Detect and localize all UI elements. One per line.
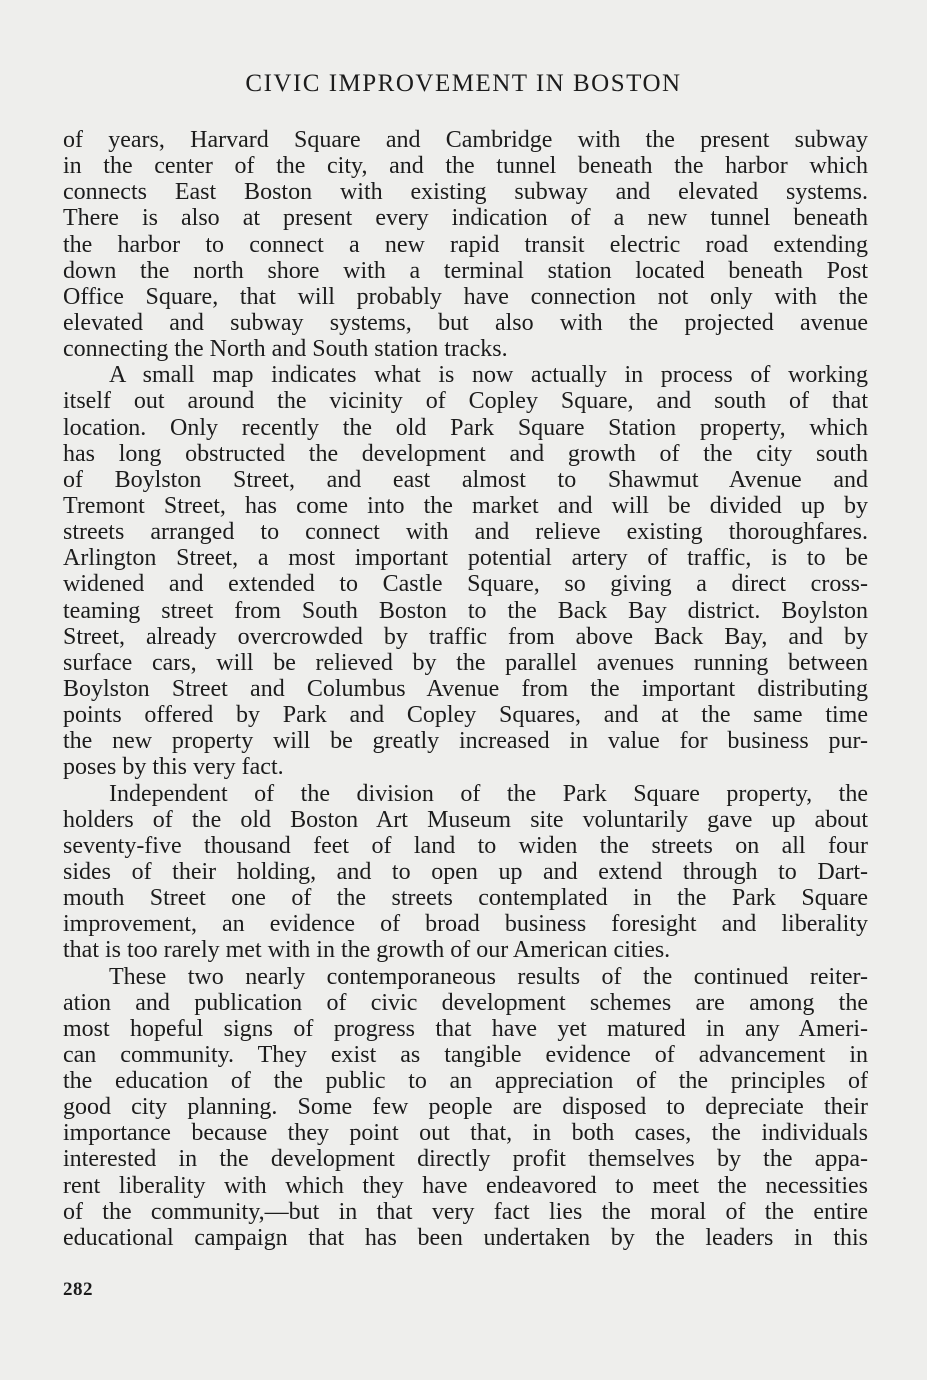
text-line: good city planning. Some few people are disposed to depreciate their [63, 1094, 868, 1121]
text-line: surface cars, will be relieved by the parallel avenues running between [63, 649, 868, 676]
text-line: location. Only recently the old Park Square Station property, which [63, 414, 868, 441]
text-line: points offered by Park and Copley Squares, and at the same time [63, 702, 868, 729]
text-line: in the center of the city, and the tunnel beneath the harbor which [63, 153, 868, 180]
text-line: educational campaign that has been undertaken by the leaders in this [63, 1224, 868, 1251]
text-line: seventy-five thousand feet of land to widen the streets on all four [63, 832, 868, 859]
text-line: These two nearly contemporaneous results of the continued reiter- [109, 963, 868, 990]
text-line: Office Square, that will probably have connection not only with the [63, 283, 868, 310]
text-line: the harbor to connect a new rapid transit electric road extending [63, 231, 868, 258]
text-line: connects East Boston with existing subway and elevated systems. [63, 179, 868, 206]
text-line: interested in the development directly profit themselves by the appa- [63, 1146, 868, 1173]
text-line: importance because they point out that, in both cases, the individuals [63, 1120, 868, 1147]
text-line: A small map indicates what is now actually in process of working [109, 362, 868, 389]
text-line: teaming street from South Boston to the Back Bay district. Boylston [63, 597, 868, 624]
text-line: Independent of the division of the Park Square property, the [109, 780, 868, 807]
text-line: Street, already overcrowded by traffic from above Back Bay, and by [63, 623, 868, 650]
paragraph [63, 964, 868, 1252]
text-line: the new property will be greatly increased in value for business pur- [63, 728, 868, 755]
text-line: rent liberality with which they have endeavored to meet the necessities [63, 1172, 868, 1199]
text-line: the education of the public to an appreciation of the principles of [63, 1068, 868, 1095]
text-line: holders of the old Boston Art Museum site voluntarily gave up about [63, 806, 868, 833]
text-line: Arlington Street, a most important potential artery of traffic, is to be [63, 545, 868, 572]
text-line: improvement, an evidence of broad business foresight and liberality [63, 911, 868, 938]
paragraph [63, 362, 868, 780]
text-line: elevated and subway systems, but also with the projected avenue [63, 309, 868, 336]
paragraph [63, 781, 868, 964]
text-line: ation and publication of civic development schemes are among the [63, 989, 868, 1016]
text-line: streets arranged to connect with and relieve existing thoroughfares. [63, 519, 868, 546]
body-text [63, 127, 868, 1251]
running-head: CIVIC IMPROVEMENT IN BOSTON [245, 70, 682, 97]
text-line: Boylston Street and Columbus Avenue from the important distributing [63, 675, 868, 702]
text-line: of years, Harvard Square and Cambridge with the present subway [63, 127, 868, 153]
page-number: 282 [63, 1279, 93, 1300]
text-line: connecting the North and South station tracks. [63, 336, 508, 363]
text-line: Tremont Street, has come into the market and will be divided up by [63, 492, 868, 519]
text-line: of the community,—but in that very fact lies the moral of the entire [63, 1198, 868, 1225]
text-line: mouth Street one of the streets contemplated in the Park Square [63, 885, 868, 912]
text-line: poses by this very fact. [63, 754, 284, 781]
text-line: of Boylston Street, and east almost to Shawmut Avenue and [63, 466, 868, 493]
paragraph [63, 127, 868, 362]
text-line: down the north shore with a terminal station located beneath Post [63, 257, 868, 284]
text-line: widened and extended to Castle Square, so giving a direct cross- [63, 571, 868, 598]
text-line: sides of their holding, and to open up and extend through to Dart- [63, 858, 868, 885]
text-line: can community. They exist as tangible evidence of advancement in [63, 1041, 868, 1068]
text-line: itself out around the vicinity of Copley Square, and south of that [63, 388, 868, 415]
text-line: that is too rarely met with in the growth of our American cities. [63, 937, 671, 964]
text-line: has long obstructed the development and growth of the city south [63, 440, 868, 467]
text-line: most hopeful signs of progress that have yet matured in any Ameri- [63, 1015, 868, 1042]
text-line: There is also at present every indication of a new tunnel beneath [63, 205, 868, 232]
